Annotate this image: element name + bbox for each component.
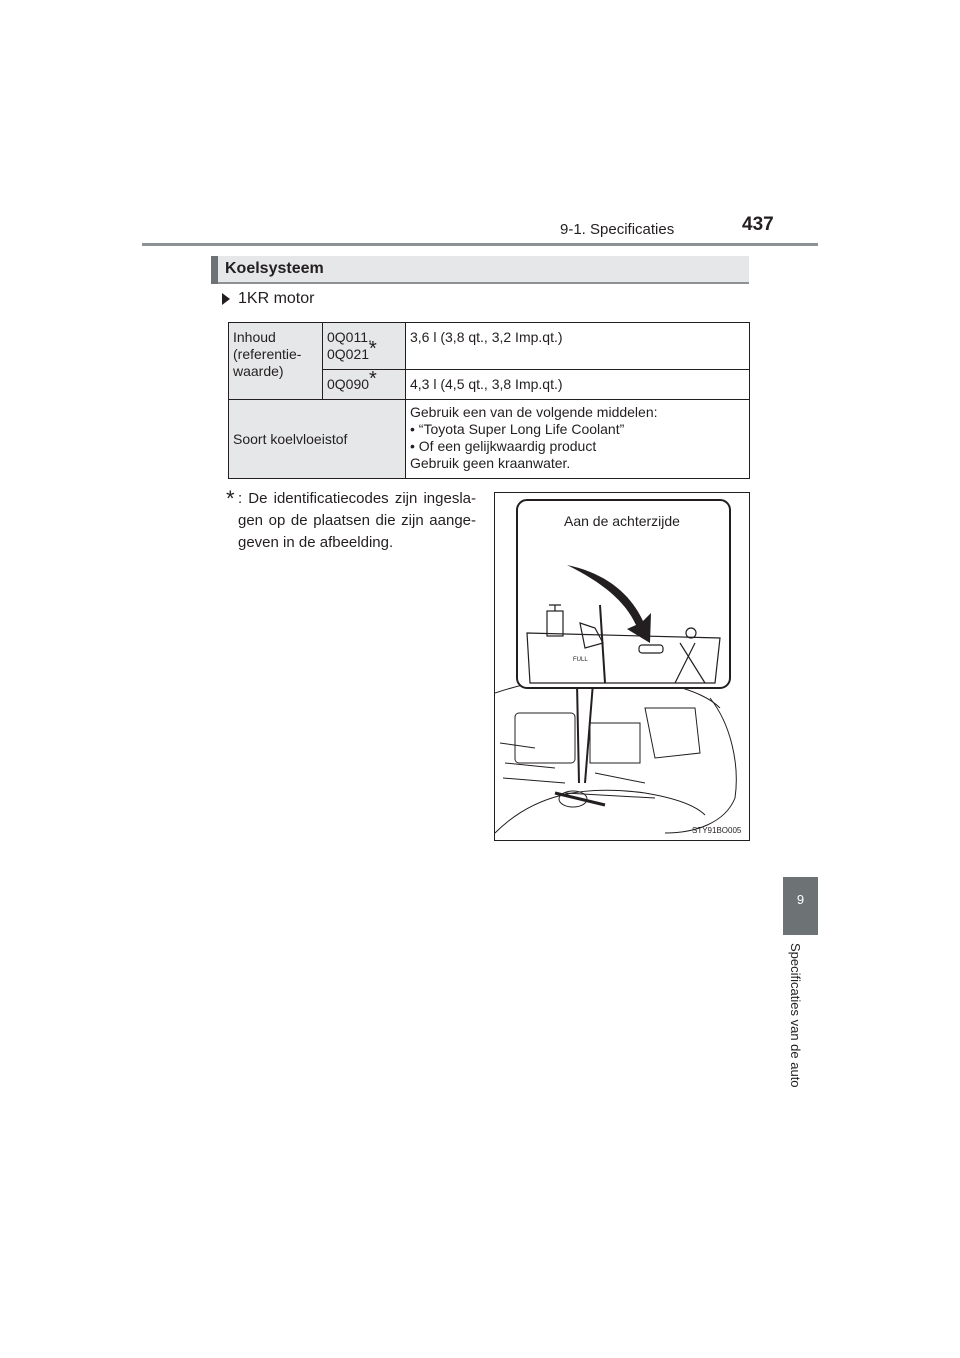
coolant-spec-table — [228, 322, 750, 479]
full-tag: FULL — [573, 657, 588, 663]
figure-callout-label: Aan de achterzijde — [564, 513, 680, 529]
footnote — [226, 488, 476, 554]
code-cell — [323, 323, 406, 370]
coolant-line: Gebruik geen kraanwater. — [410, 455, 571, 471]
engine-subheading — [222, 290, 314, 308]
coolant-line: • “Toyota Super Long Life Coolant” — [410, 421, 625, 437]
footnote-marker: * — [369, 338, 377, 361]
capacity-value: 3,6 l (3,8 qt., 3,2 Imp.qt.) — [406, 323, 750, 370]
code-text: 0Q011, 0Q021 — [327, 329, 372, 362]
triangle-bullet-icon — [222, 293, 230, 305]
running-head: 9-1. Specificaties — [560, 221, 675, 238]
footnote-text: : De identificatiecodes zijn ingesla-gen op de plaatsen die zijn aange-geven in de afbeelding. — [238, 490, 476, 551]
page-number: 437 — [742, 214, 774, 235]
section-heading-bar — [211, 256, 749, 284]
header-rule — [142, 243, 818, 246]
engine-label: 1KR motor — [238, 290, 315, 307]
coolant-line: Gebruik een van de volgende middelen: — [410, 404, 658, 420]
coolant-type-label: Soort koelvloeistof — [229, 400, 406, 479]
chapter-title-vertical: Specificaties van de auto — [788, 943, 803, 1088]
footnote-marker: * — [369, 368, 377, 391]
coolant-line: • Of een gelijkwaardig product — [410, 438, 597, 454]
code-text: 0Q090 — [327, 376, 370, 392]
engine-bay-figure — [494, 492, 750, 841]
figure-code: STY91BO005 — [692, 826, 742, 835]
footnote-star: * — [226, 486, 235, 511]
section-title: Koelsysteem — [225, 260, 324, 277]
chapter-number: 9 — [796, 892, 805, 907]
engine-bay-illustration — [495, 493, 749, 840]
coolant-type-value — [406, 400, 750, 479]
capacity-value: 4,3 l (4,5 qt., 3,8 Imp.qt.) — [406, 370, 750, 400]
table-row — [229, 400, 750, 479]
code-cell — [323, 370, 406, 400]
section-accent — [211, 256, 218, 284]
table-row — [229, 323, 750, 370]
capacity-label: Inhoud (referentie-waarde) — [229, 323, 323, 400]
